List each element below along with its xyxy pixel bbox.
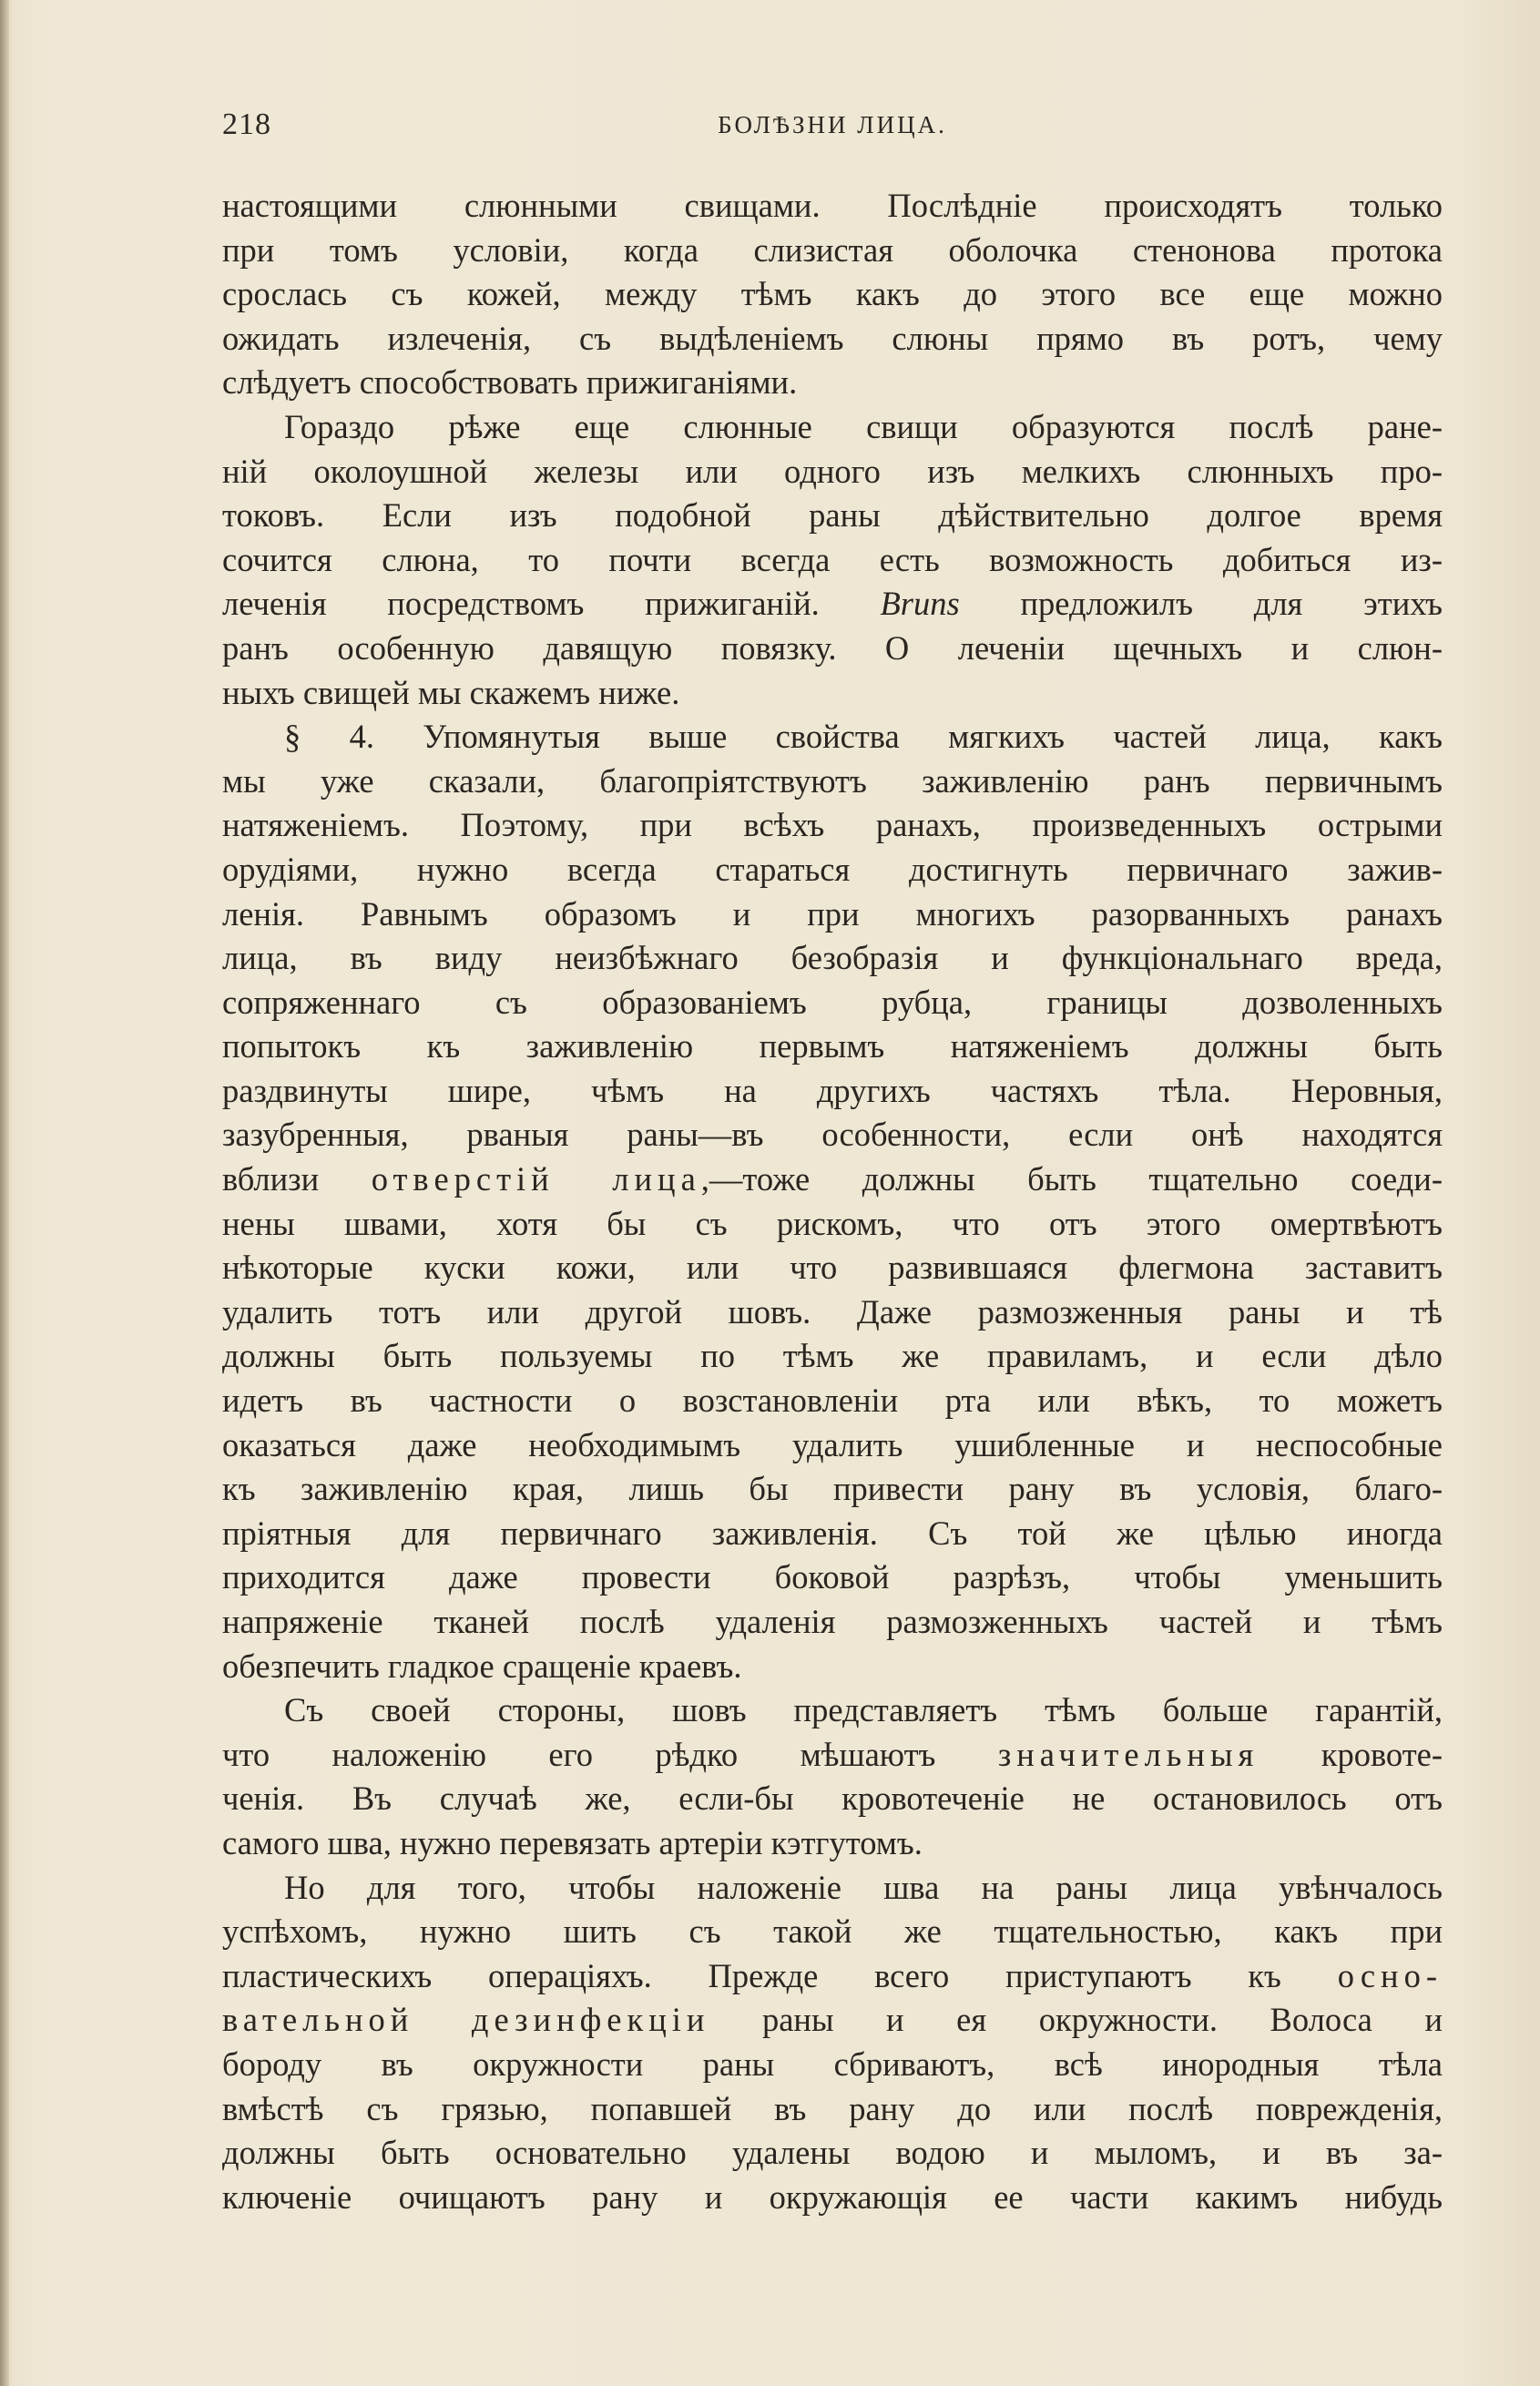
text-line: слѣдуетъ способствовать прижиганіями. (222, 363, 798, 402)
text-fragment: пластическихъ операціяхъ. Прежде всего приступаютъ къ (222, 1956, 1338, 1994)
text-line: къ заживленію края, лишь бы привести рану въ условія, благо- (222, 1470, 1443, 1508)
text-fragment: леченія посредствомъ прижиганій. (222, 585, 881, 623)
spine-shadow (0, 0, 9, 2386)
text-fragment: вблизи (222, 1160, 372, 1198)
page-number: 218 (222, 107, 271, 141)
text-fragment: ,—тоже должны быть тщательно соеди- (700, 1160, 1443, 1198)
text-line: при томъ условіи, когда слизистая оболочка стенонова протока (222, 230, 1443, 269)
text-line: токовъ. Если изъ подобной раны дѣйствительно долгое время (222, 496, 1443, 535)
text-line: мы уже сказали, благопріятствуютъ заживленію ранъ первичнымъ (222, 761, 1443, 800)
section-heading-line: § 4. Упомянутыя выше свойства мягкихъ частей лица, какъ (284, 718, 1443, 756)
text-line: ленія. Равнымъ образомъ и при многихъ разорванныхъ ранахъ (222, 894, 1443, 933)
text-line: ній околоушной железы или одного изъ мелкихъ слюнныхъ про- (222, 452, 1443, 490)
text-line: вмѣстѣ съ грязью, попавшей въ рану до или послѣ поврежденія, (222, 2089, 1443, 2127)
text-line (222, 582, 1443, 627)
spaced-emphasis: значительныя (997, 1735, 1260, 1773)
text-fragment: кровоте- (1259, 1735, 1443, 1773)
text-line: раздвинуты шире, чѣмъ на другихъ частяхъ тѣла. Неровныя, (222, 1071, 1443, 1109)
text-line: идетъ въ частности о возстановленіи рта или вѣкъ, то можетъ (222, 1382, 1443, 1420)
text-line: лица, въ виду неизбѣжнаго безобразія и функціональнаго вреда, (222, 939, 1443, 977)
text-line: сопряженнаго съ образованіемъ рубца, границы дозволенныхъ (222, 983, 1443, 1021)
text-line: ключеніе очищаютъ рану и окружающія ее части какимъ нибудь (222, 2177, 1443, 2216)
text-line: зазубренныя, рваныя раны—въ особенности, если онѣ находятся (222, 1116, 1443, 1154)
text-line: удалить тотъ или другой шовъ. Даже размозженныя раны и тѣ (222, 1292, 1443, 1331)
text-fragment: что наложенію его рѣдко мѣшаютъ (222, 1735, 998, 1773)
text-line (222, 1998, 1443, 2043)
text-line (222, 1733, 1443, 1778)
text-line: настоящими слюнными свищами. Послѣдніе происходятъ только (222, 187, 1443, 224)
text-line: напряженіе тканей послѣ удаленія размозженныхъ частей и тѣмъ (222, 1603, 1443, 1640)
text-line: успѣхомъ, нужно шить съ такой же тщательностью, какъ при (222, 1912, 1443, 1951)
text-line: оказаться даже необходимымъ удалить ушибленные и неспособные (222, 1425, 1443, 1463)
text-line: самого шва, нужно перевязать артеріи кэтгутомъ. (222, 1823, 923, 1861)
text-fragment: раны и ея окружности. Волоса и (709, 2001, 1443, 2039)
text-fragment: предложилъ для этихъ (959, 585, 1443, 623)
text-line: натяженіемъ. Поэтому, при всѣхъ ранахъ, произведенныхъ острыми (222, 806, 1443, 844)
text-line: ныхъ свищей мы скажемъ ниже. (222, 673, 680, 711)
text-line: приходится даже провести боковой разрѣзъ, чтобы уменьшить (222, 1558, 1443, 1596)
text-line: Съ своей стороны, шовъ представляетъ тѣмъ больше гарантій, (284, 1691, 1443, 1729)
text-line: попытокъ къ заживленію первымъ натяженіемъ должны быть (222, 1027, 1443, 1066)
spaced-emphasis: осно- (1337, 1956, 1443, 1994)
author-name-italic: Bruns (880, 585, 960, 623)
text-line: пріятныя для первичнаго заживленія. Съ той же цѣлью иногда (222, 1514, 1443, 1552)
body-text (222, 184, 1443, 2219)
text-line: срослась съ кожей, между тѣмъ какъ до этого все еще можно (222, 275, 1443, 313)
text-line: орудіями, нужно всегда стараться достигнуть первичнаго зажив- (222, 850, 1443, 888)
text-line: обезпечить гладкое сращеніе краевъ. (222, 1647, 742, 1685)
spaced-emphasis: вательной дезинфекціи (222, 2001, 710, 2039)
text-line: нены швами, хотя бы съ рискомъ, что отъ этого омертвѣютъ (222, 1204, 1443, 1242)
text-line (222, 1954, 1443, 1999)
text-line: ранъ особенную давящую повязку. О леченіи щечныхъ и слюн- (222, 628, 1443, 667)
text-line: бороду въ окружности раны сбриваютъ, всѣ инородныя тѣла (222, 2044, 1443, 2083)
running-title: БОЛѢЗНИ ЛИЦА. (718, 111, 947, 138)
text-line: нѣкоторые куски кожи, или что развившаяся флегмона заставитъ (222, 1249, 1443, 1287)
text-line: сочится слюна, то почти всегда есть возможность добиться из- (222, 540, 1443, 578)
spaced-emphasis: отверстій лица (371, 1160, 701, 1198)
text-line: должны быть пользуемы по тѣмъ же правиламъ, и если дѣло (222, 1337, 1443, 1375)
text-line: ожидать излеченія, съ выдѣленіемъ слюны прямо въ ротъ, чему (222, 319, 1443, 357)
text-line: ченія. Въ случаѣ же, если-бы кровотеченіе не остановилось отъ (222, 1779, 1443, 1818)
text-line: Но для того, чтобы наложеніе шва на раны лица увѣнчалось (284, 1868, 1443, 1906)
text-line (222, 1157, 1443, 1202)
text-line: Гораздо рѣже еще слюнные свищи образуются послѣ ране- (284, 407, 1443, 445)
page-header (222, 107, 1443, 144)
text-line: должны быть основательно удалены водою и мыломъ, и въ за- (222, 2134, 1443, 2172)
